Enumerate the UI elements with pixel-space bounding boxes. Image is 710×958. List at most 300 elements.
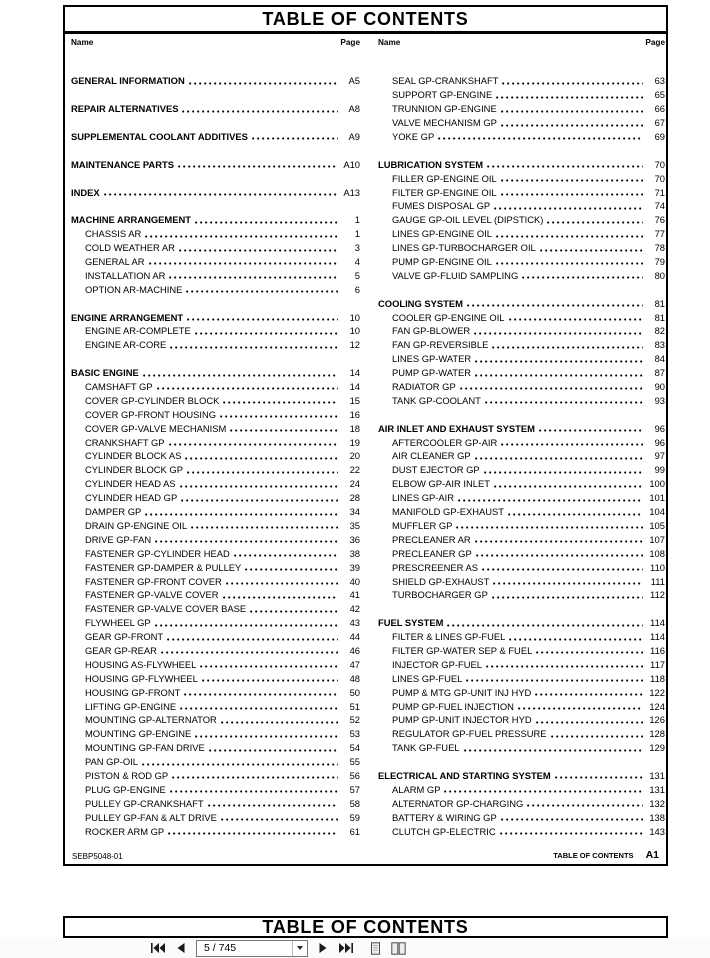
toc-entry-page: 108 xyxy=(649,547,665,559)
toc-entry-page: 114 xyxy=(650,617,665,629)
toc-entry-page: 82 xyxy=(654,325,665,337)
toc-entry-page: 124 xyxy=(649,700,665,712)
toc-column-right xyxy=(378,38,665,838)
toc-entry-label: BATTERY & WIRING GP xyxy=(392,811,497,823)
toc-item-row xyxy=(378,657,665,671)
toc-item-row xyxy=(71,588,360,602)
toc-item-row xyxy=(378,88,665,102)
previous-page-button[interactable] xyxy=(173,940,189,956)
toc-item-row xyxy=(71,532,360,546)
dot-leader xyxy=(195,221,338,224)
toc-item-row xyxy=(378,671,665,685)
dot-leader xyxy=(496,235,643,238)
toc-entry-label: INJECTOR GP-FUEL xyxy=(392,658,482,670)
toc-entry-page: A9 xyxy=(348,131,360,142)
column-header-name: Name xyxy=(71,38,94,47)
toc-item-row xyxy=(71,393,360,407)
dot-leader xyxy=(185,457,338,460)
toc-item-row xyxy=(378,588,665,602)
dot-leader xyxy=(487,165,643,168)
toc-item-row xyxy=(378,171,665,185)
toc-entry-list-left xyxy=(71,74,360,838)
dot-leader xyxy=(551,735,643,738)
toc-entry-page: 44 xyxy=(349,631,360,643)
toc-section-row xyxy=(71,157,360,171)
toc-entry-label: CAMSHAFT GP xyxy=(85,381,153,393)
toc-entry-page: 77 xyxy=(654,228,665,240)
toc-entry-label: COVER GP-VALVE MECHANISM xyxy=(85,422,227,434)
dot-leader xyxy=(484,471,643,474)
toc-entry-label: FUMES DISPOSAL GP xyxy=(392,200,491,212)
toc-entry-label: TANK GP-COOLANT xyxy=(392,394,481,406)
footer-right xyxy=(553,849,659,861)
toc-item-row xyxy=(71,685,360,699)
toc-entry-label: PUMP & MTG GP-UNIT INJ HYD xyxy=(392,686,532,698)
first-page-icon xyxy=(151,943,165,953)
toc-entry-page: 70 xyxy=(654,158,665,170)
toc-entry-label: CYLINDER HEAD GP xyxy=(85,492,178,504)
toc-item-row xyxy=(378,380,665,394)
toc-entry-label: VALVE GP-FLUID SAMPLING xyxy=(392,269,519,281)
toc-entry-label: FAN GP-REVERSIBLE xyxy=(392,339,489,351)
toc-entry-page: 79 xyxy=(654,256,665,268)
dot-leader xyxy=(143,374,338,377)
page-number-combobox[interactable] xyxy=(196,940,308,957)
toc-entry-page: 74 xyxy=(654,200,665,212)
toc-entry-page: 41 xyxy=(349,589,360,601)
toc-entry-label: PULLEY GP-CRANKSHAFT xyxy=(85,797,204,809)
toc-entry-label: ELECTRICAL AND STARTING SYSTEM xyxy=(378,769,551,781)
toc-entry-page: 52 xyxy=(349,714,360,726)
toc-entry-label: HOUSING GP-FRONT xyxy=(85,686,181,698)
toc-entry-label: GEAR GP-REAR xyxy=(85,644,157,656)
toc-entry-label: SUPPORT GP-ENGINE xyxy=(392,89,493,101)
toc-item-row xyxy=(71,755,360,769)
toc-entry-label: ENGINE ARRANGEMENT xyxy=(71,311,184,323)
toc-item-row xyxy=(71,796,360,810)
dot-leader xyxy=(245,568,338,571)
toc-item-row xyxy=(71,421,360,435)
page-number-input[interactable] xyxy=(197,941,292,956)
dot-leader xyxy=(475,540,643,543)
dot-leader xyxy=(234,554,338,557)
toc-item-row xyxy=(378,574,665,588)
dot-leader xyxy=(502,82,643,85)
toc-entry-label: PAN GP-OIL xyxy=(85,756,138,768)
dot-leader xyxy=(172,776,338,779)
dot-leader xyxy=(223,401,338,404)
dot-leader xyxy=(186,290,338,293)
next-page-button[interactable] xyxy=(315,940,331,956)
toc-entry-label: ENGINE AR-COMPLETE xyxy=(85,325,191,337)
toc-section-row xyxy=(71,310,360,324)
toc-entry-page: 67 xyxy=(654,117,665,129)
toc-entry-label: PLUG GP-ENGINE xyxy=(85,783,166,795)
toc-item-row xyxy=(378,560,665,574)
dot-leader xyxy=(456,526,643,529)
toc-item-row xyxy=(378,782,665,796)
toc-item-row xyxy=(378,199,665,213)
footer-page-number: A1 xyxy=(645,849,659,861)
toc-item-row xyxy=(378,630,665,644)
toc-entry-label: MOUNTING GP-ALTERNATOR xyxy=(85,714,217,726)
toc-entry-page: 99 xyxy=(654,464,665,476)
dot-leader xyxy=(438,137,643,140)
toc-entry-page: 53 xyxy=(349,728,360,740)
toc-entry-label: VALVE MECHANISM GP xyxy=(392,117,497,129)
toc-entry-page: 28 xyxy=(349,492,360,504)
toc-entry-label: CYLINDER BLOCK AS xyxy=(85,450,182,462)
dot-leader xyxy=(501,818,643,821)
dot-leader xyxy=(149,262,338,265)
toc-item-row xyxy=(71,824,360,838)
toc-entry-label: LINES GP-AIR xyxy=(392,492,454,504)
toc-entry-label: LIFTING GP-ENGINE xyxy=(85,700,177,712)
toc-item-row xyxy=(71,449,360,463)
toc-entry-page: 1 xyxy=(354,228,360,240)
toc-item-row xyxy=(378,74,665,88)
toc-entry-label: HOUSING AS-FLYWHEEL xyxy=(85,658,197,670)
toc-entry-label: RADIATOR GP xyxy=(392,381,456,393)
toc-entry-page: 118 xyxy=(650,672,665,684)
toc-entry-page: 46 xyxy=(349,644,360,656)
toc-entry-page: 63 xyxy=(654,75,665,87)
dot-leader xyxy=(250,610,338,613)
toc-entry-label: MOUNTING GP-FAN DRIVE xyxy=(85,742,205,754)
dot-leader xyxy=(184,693,338,696)
dot-leader xyxy=(492,346,643,349)
toc-item-row xyxy=(71,546,360,560)
dot-leader xyxy=(170,790,338,793)
toc-entry-page: 105 xyxy=(649,519,665,531)
toc-entry-label: LINES GP-WATER xyxy=(392,353,472,365)
toc-item-row xyxy=(378,824,665,838)
toc-item-row xyxy=(378,435,665,449)
first-page-button[interactable] xyxy=(150,940,166,956)
dot-leader xyxy=(522,276,643,279)
dot-leader xyxy=(167,638,338,641)
toc-item-row xyxy=(378,227,665,241)
dot-leader xyxy=(527,804,643,807)
toc-entry-label: CYLINDER BLOCK GP xyxy=(85,464,183,476)
single-page-view-icon xyxy=(369,942,382,955)
toc-entry-page: 14 xyxy=(349,381,360,393)
toc-item-row xyxy=(378,102,665,116)
last-page-icon xyxy=(339,943,353,953)
toc-entry-label: LINES GP-ENGINE OIL xyxy=(392,228,493,240)
toc-section-row xyxy=(71,74,360,88)
toc-entry-label: COOLING SYSTEM xyxy=(378,297,463,309)
toc-entry-page: 16 xyxy=(349,408,360,420)
toc-entry-page: 107 xyxy=(649,533,665,545)
toc-item-row xyxy=(71,671,360,685)
toc-entry-page: 47 xyxy=(349,658,360,670)
toc-entry-page: 36 xyxy=(349,533,360,545)
next-page-icon xyxy=(318,943,328,953)
toc-item-row xyxy=(71,616,360,630)
dot-leader xyxy=(467,304,643,307)
dot-leader xyxy=(501,179,643,182)
dot-leader xyxy=(494,485,643,488)
toc-entry-label: LINES GP-TURBOCHARGER OIL xyxy=(392,242,536,254)
toc-entry-label: BASIC ENGINE xyxy=(71,367,139,379)
single-page-view-button[interactable] xyxy=(367,940,383,956)
toc-entry-label: LINES GP-FUEL xyxy=(392,672,463,684)
toc-entry-page: 93 xyxy=(654,394,665,406)
dot-leader xyxy=(179,249,338,252)
toc-item-row xyxy=(71,560,360,574)
dot-leader xyxy=(145,235,338,238)
toc-item-row xyxy=(71,782,360,796)
dot-leader xyxy=(187,318,338,321)
toc-entry-page: 5 xyxy=(354,269,360,281)
toc-entry-page: 81 xyxy=(654,311,665,323)
toc-entry-page: 6 xyxy=(354,283,360,295)
dot-leader xyxy=(475,457,643,460)
toc-item-row xyxy=(378,268,665,282)
toc-entry-page: 131 xyxy=(649,783,665,795)
toc-entry-label: FASTENER GP-VALVE COVER BASE xyxy=(85,603,247,615)
toc-entry-page: 66 xyxy=(654,103,665,115)
dot-leader xyxy=(155,540,338,543)
toc-entry-label: FUEL SYSTEM xyxy=(378,617,444,629)
toc-section-row xyxy=(378,157,665,171)
toc-entry-page: A5 xyxy=(348,75,360,87)
toc-entry-label: SUPPLEMENTAL COOLANT ADDITIVES xyxy=(71,131,248,142)
toc-entry-label: PUMP GP-FUEL INJECTION xyxy=(392,700,514,712)
dot-leader xyxy=(221,721,338,724)
combo-dropdown-icon[interactable] xyxy=(292,941,307,956)
dot-leader xyxy=(508,513,643,516)
toc-item-row xyxy=(71,282,360,296)
toc-entry-page: 138 xyxy=(649,811,665,823)
toc-entry-page: A8 xyxy=(348,103,360,115)
dot-leader xyxy=(539,429,643,432)
dot-leader xyxy=(501,110,643,113)
toc-entry-page: 18 xyxy=(349,422,360,434)
toc-entry-page: 35 xyxy=(349,519,360,531)
dot-leader xyxy=(178,165,338,168)
dot-leader xyxy=(540,249,643,252)
toc-entry-page: 111 xyxy=(650,575,665,587)
last-page-button[interactable] xyxy=(338,940,354,956)
column-header-page: Page xyxy=(340,38,360,47)
toc-section-row xyxy=(71,130,360,144)
toc-entry-label: FASTENER GP-VALVE COVER xyxy=(85,589,219,601)
dot-leader xyxy=(447,624,643,627)
toc-section-row xyxy=(71,102,360,116)
toc-item-row xyxy=(71,241,360,255)
toc-entry-label: PISTON & ROD GP xyxy=(85,769,169,781)
toc-entry-label: REPAIR ALTERNATIVES xyxy=(71,103,179,115)
toc-entry-page: 15 xyxy=(349,394,360,406)
toc-column-left xyxy=(71,38,360,838)
toc-item-row xyxy=(71,810,360,824)
facing-page-view-button[interactable] xyxy=(390,940,406,956)
toc-entry-page: 80 xyxy=(654,269,665,281)
toc-entry-label: FASTENER GP-DAMPER & PULLEY xyxy=(85,561,242,573)
toc-entry-label: FILTER & LINES GP-FUEL xyxy=(392,631,506,643)
toc-entry-page: 87 xyxy=(654,367,665,379)
toc-entry-label: YOKE GP xyxy=(392,131,435,142)
toc-item-row xyxy=(378,685,665,699)
toc-entry-label: FAN GP-BLOWER xyxy=(392,325,471,337)
toc-item-row xyxy=(378,310,665,324)
toc-entry-label: ENGINE AR-CORE xyxy=(85,339,167,351)
dot-leader xyxy=(501,193,643,196)
toc-entry-page: 78 xyxy=(654,242,665,254)
dot-leader xyxy=(208,804,338,807)
toc-item-row xyxy=(378,505,665,519)
toc-item-row xyxy=(71,435,360,449)
toc-entry-page: 70 xyxy=(654,172,665,184)
toc-entry-label: FILTER GP-ENGINE OIL xyxy=(392,186,497,198)
toc-entry-page: 20 xyxy=(349,450,360,462)
page-title: TABLE OF CONTENTS xyxy=(65,918,666,939)
toc-entry-page: 10 xyxy=(349,311,360,323)
toc-item-row xyxy=(71,255,360,269)
dot-leader xyxy=(189,82,338,85)
toc-item-row xyxy=(71,699,360,713)
dot-leader xyxy=(182,110,338,113)
dot-leader xyxy=(169,443,338,446)
toc-entry-label: COVER GP-FRONT HOUSING xyxy=(85,408,217,420)
dot-leader xyxy=(200,665,338,668)
toc-item-row xyxy=(378,116,665,130)
dot-leader xyxy=(492,596,643,599)
dot-leader xyxy=(226,582,338,585)
toc-entry-page: 104 xyxy=(649,506,665,518)
dot-leader xyxy=(145,513,338,516)
toc-item-row xyxy=(71,602,360,616)
toc-item-row xyxy=(378,463,665,477)
dot-leader xyxy=(170,346,338,349)
dot-leader xyxy=(493,582,643,585)
toc-entry-page: 116 xyxy=(650,644,665,656)
toc-item-row xyxy=(71,657,360,671)
dot-leader xyxy=(169,276,338,279)
previous-page-icon xyxy=(176,943,186,953)
dot-leader xyxy=(191,526,338,529)
toc-item-row xyxy=(378,532,665,546)
toc-entry-label: PUMP GP-WATER xyxy=(392,367,471,379)
toc-entry-page: 96 xyxy=(654,436,665,448)
toc-entry-label: ELBOW GP-AIR INLET xyxy=(392,478,490,490)
toc-entry-label: PRESCREENER AS xyxy=(392,561,478,573)
toc-entry-page: 81 xyxy=(654,297,665,309)
toc-entry-page: 132 xyxy=(649,797,665,809)
toc-entry-label: COLD WEATHER AR xyxy=(85,242,175,254)
dot-leader xyxy=(518,707,643,710)
toc-entry-page: 76 xyxy=(654,214,665,226)
column-header-name: Name xyxy=(378,38,401,47)
dot-leader xyxy=(161,651,338,654)
toc-item-row xyxy=(71,644,360,658)
toc-item-row xyxy=(71,505,360,519)
dot-leader xyxy=(464,749,643,752)
toc-section-row xyxy=(71,366,360,380)
toc-entry-page: 143 xyxy=(649,825,665,837)
dot-leader xyxy=(460,387,643,390)
toc-entry-page: 90 xyxy=(654,381,665,393)
toc-item-row xyxy=(378,255,665,269)
dot-leader xyxy=(494,207,643,210)
toc-item-row xyxy=(378,213,665,227)
toc-item-row xyxy=(378,477,665,491)
dot-leader xyxy=(485,401,643,404)
toc-entry-label: PRECLEANER GP xyxy=(392,547,472,559)
toc-item-row xyxy=(71,338,360,352)
toc-entry-page: 42 xyxy=(349,603,360,615)
toc-entry-label: TRUNNION GP-ENGINE xyxy=(392,103,497,115)
toc-entry-label: DAMPER GP xyxy=(85,506,142,518)
toc-entry-page: 51 xyxy=(349,700,360,712)
page-footer xyxy=(72,849,659,861)
dot-leader xyxy=(155,624,338,627)
toc-entry-label: OPTION AR-MACHINE xyxy=(85,283,183,295)
toc-item-row xyxy=(378,727,665,741)
toc-entry-label: PULLEY GP-FAN & ALT DRIVE xyxy=(85,811,217,823)
toc-item-row xyxy=(71,574,360,588)
toc-entry-page: 56 xyxy=(349,769,360,781)
toc-entry-label: COOLER GP-ENGINE OIL xyxy=(392,311,505,323)
toc-entry-label: MUFFLER GP xyxy=(392,519,453,531)
toc-entry-page: 61 xyxy=(349,825,360,837)
toc-item-row xyxy=(378,699,665,713)
toc-entry-page: 57 xyxy=(349,783,360,795)
dot-leader xyxy=(509,318,643,321)
toc-item-row xyxy=(378,491,665,505)
toc-item-row xyxy=(378,393,665,407)
toc-entry-label: DUST EJECTOR GP xyxy=(392,464,480,476)
toc-entry-page: 48 xyxy=(349,672,360,684)
toc-entry-label: DRIVE GP-FAN xyxy=(85,533,152,545)
dot-leader xyxy=(444,790,643,793)
toc-section-row xyxy=(378,769,665,783)
toc-entry-label: AFTERCOOLER GP-AIR xyxy=(392,436,498,448)
toc-entry-page: 58 xyxy=(349,797,360,809)
toc-entry-label: AIR CLEANER GP xyxy=(392,450,471,462)
toc-entry-label: HOUSING GP-FLYWHEEL xyxy=(85,672,198,684)
dot-leader xyxy=(496,96,643,99)
toc-entry-page: A10 xyxy=(343,158,360,170)
toc-entry-page: 3 xyxy=(354,242,360,254)
toc-entry-page: 114 xyxy=(650,631,665,643)
toc-entry-label: CRANKSHAFT GP xyxy=(85,436,165,448)
toc-entry-label: FILTER GP-WATER SEP & FUEL xyxy=(392,644,533,656)
toc-entry-label: COVER GP-CYLINDER BLOCK xyxy=(85,394,220,406)
dot-leader xyxy=(536,721,643,724)
toc-item-row xyxy=(378,741,665,755)
toc-entry-label: FLYWHEEL GP xyxy=(85,617,151,629)
toc-entry-label: FASTENER GP-FRONT COVER xyxy=(85,575,222,587)
toc-entry-label: CLUTCH GP-ELECTRIC xyxy=(392,825,496,837)
toc-entry-label: INSTALLATION AR xyxy=(85,269,166,281)
toc-entry-page: 55 xyxy=(349,756,360,768)
toc-entry-label: TURBOCHARGER GP xyxy=(392,589,488,601)
toc-entry-label: MACHINE ARRANGEMENT xyxy=(71,214,191,226)
dot-leader xyxy=(168,832,338,835)
toc-entry-label: REGULATOR GP-FUEL PRESSURE xyxy=(392,728,547,740)
dot-leader xyxy=(180,707,338,710)
dot-leader xyxy=(180,485,338,488)
toc-item-row xyxy=(71,491,360,505)
toc-item-row xyxy=(378,546,665,560)
toc-item-row xyxy=(71,630,360,644)
toc-section-row xyxy=(71,185,360,199)
toc-entry-page: 122 xyxy=(649,686,665,698)
dot-leader xyxy=(474,332,643,335)
